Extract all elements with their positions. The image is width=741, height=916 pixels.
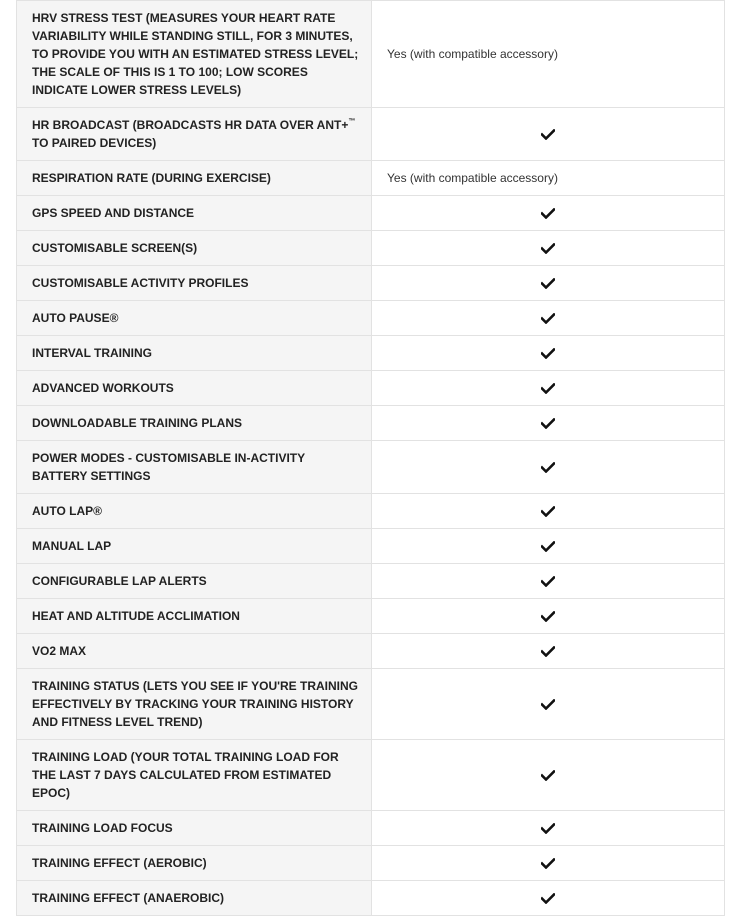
feature-label: TRAINING LOAD (YOUR TOTAL TRAINING LOAD FOR THE LAST 7 DAYS CALCULATED FROM ESTIMATED EPOC) [17, 740, 372, 811]
checkmark-icon [541, 646, 555, 657]
feature-label: TRAINING LOAD FOCUS [17, 811, 372, 846]
feature-label: ADVANCED WORKOUTS [17, 371, 372, 406]
feature-label-text: HR BROADCAST (BROADCASTS HR DATA OVER ANT+ [32, 118, 349, 132]
feature-value [372, 564, 725, 599]
feature-label: AUTO LAP® [17, 494, 372, 529]
feature-value: Yes (with compatible accessory) [372, 1, 725, 108]
feature-value [372, 740, 725, 811]
table-row [17, 108, 725, 161]
feature-value [372, 371, 725, 406]
table-row [17, 494, 725, 529]
feature-value [372, 669, 725, 740]
checkmark-icon [541, 541, 555, 552]
feature-value: Yes (with compatible accessory) [372, 161, 725, 196]
feature-value [372, 266, 725, 301]
feature-label: TRAINING STATUS (LETS YOU SEE IF YOU'RE TRAINING EFFECTIVELY BY TRACKING YOUR TRAINING HISTORY AND FITNESS LEVEL TREND) [17, 669, 372, 740]
checkmark-icon [541, 348, 555, 359]
feature-label: HEAT AND ALTITUDE ACCLIMATION [17, 599, 372, 634]
checkmark-icon [541, 699, 555, 710]
checkmark-icon [541, 313, 555, 324]
feature-value [372, 634, 725, 669]
table-row [17, 669, 725, 740]
feature-label: CONFIGURABLE LAP ALERTS [17, 564, 372, 599]
feature-label [17, 108, 372, 161]
table-row [17, 811, 725, 846]
feature-label: GPS SPEED AND DISTANCE [17, 196, 372, 231]
feature-label: POWER MODES - CUSTOMISABLE IN-ACTIVITY BATTERY SETTINGS [17, 441, 372, 494]
feature-value [372, 494, 725, 529]
table-row [17, 740, 725, 811]
feature-label: CUSTOMISABLE ACTIVITY PROFILES [17, 266, 372, 301]
feature-value [372, 599, 725, 634]
feature-label: MANUAL LAP [17, 529, 372, 564]
feature-value [372, 529, 725, 564]
feature-label: RESPIRATION RATE (DURING EXERCISE) [17, 161, 372, 196]
checkmark-icon [541, 770, 555, 781]
table-row [17, 371, 725, 406]
feature-label: CUSTOMISABLE SCREEN(S) [17, 231, 372, 266]
table-row [17, 231, 725, 266]
table-row [17, 161, 725, 196]
checkmark-icon [541, 129, 555, 140]
feature-label: HRV STRESS TEST (MEASURES YOUR HEART RATE VARIABILITY WHILE STANDING STILL, FOR 3 MINUTES, TO PROVIDE YOU WITH AN ESTIMATED STRESS LEVEL; THE SCALE OF THIS IS 1 TO 100; LOW SCORES INDICATE LOWER STRESS LEVELS) [17, 1, 372, 108]
table-row [17, 846, 725, 881]
table-row [17, 564, 725, 599]
checkmark-icon [541, 611, 555, 622]
checkmark-icon [541, 506, 555, 517]
feature-label: TRAINING EFFECT (AEROBIC) [17, 846, 372, 881]
feature-value [372, 108, 725, 161]
feature-label-suffix: TO PAIRED DEVICES) [32, 136, 157, 150]
checkmark-icon [541, 208, 555, 219]
table-row [17, 634, 725, 669]
checkmark-icon [541, 576, 555, 587]
checkmark-icon [541, 823, 555, 834]
feature-value [372, 301, 725, 336]
table-row [17, 529, 725, 564]
feature-label: TRAINING EFFECT (ANAEROBIC) [17, 881, 372, 916]
table-row [17, 301, 725, 336]
table-row [17, 599, 725, 634]
feature-label: DOWNLOADABLE TRAINING PLANS [17, 406, 372, 441]
trademark-symbol: ™ [348, 118, 356, 125]
feature-comparison-table [16, 0, 725, 916]
feature-value [372, 441, 725, 494]
feature-label: INTERVAL TRAINING [17, 336, 372, 371]
feature-value [372, 846, 725, 881]
checkmark-icon [541, 418, 555, 429]
table-row [17, 336, 725, 371]
table-row [17, 406, 725, 441]
checkmark-icon [541, 243, 555, 254]
feature-value [372, 406, 725, 441]
checkmark-icon [541, 893, 555, 904]
table-row [17, 1, 725, 108]
feature-value [372, 811, 725, 846]
table-row [17, 441, 725, 494]
checkmark-icon [541, 278, 555, 289]
checkmark-icon [541, 383, 555, 394]
feature-label: AUTO PAUSE® [17, 301, 372, 336]
table-row [17, 266, 725, 301]
feature-value [372, 336, 725, 371]
feature-value [372, 231, 725, 266]
table-row [17, 196, 725, 231]
checkmark-icon [541, 858, 555, 869]
feature-label: VO2 MAX [17, 634, 372, 669]
checkmark-icon [541, 462, 555, 473]
feature-value [372, 196, 725, 231]
